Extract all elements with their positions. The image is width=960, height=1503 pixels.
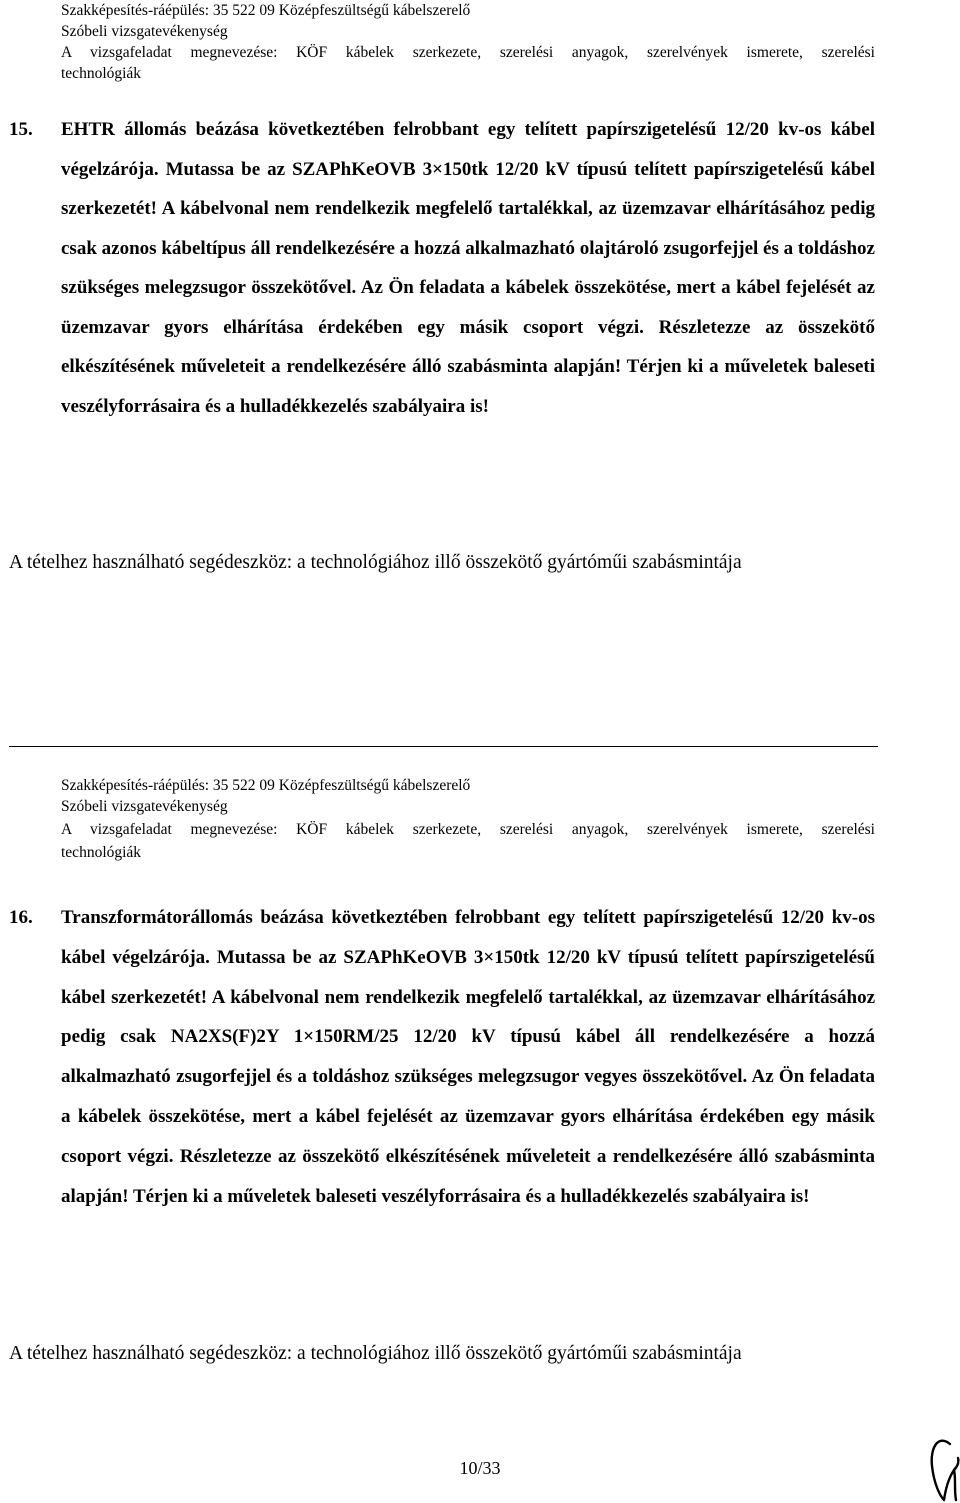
header-task-name-cont: technológiák: [61, 65, 142, 82]
header-qualification: Szakképesítés-ráépülés: 35 522 09 Középfeszültségű kábelszerelő: [61, 777, 471, 794]
header-qualification: Szakképesítés-ráépülés: 35 522 09 Középfeszültségű kábelszerelő: [61, 2, 471, 19]
question-16: [9, 898, 875, 1216]
page-number: 10/33: [459, 1458, 501, 1478]
tool-note-15: A tételhez használható segédeszköz: a technológiához illő összekötő gyártóműi szabásmintája: [9, 552, 742, 573]
question-number: 15.: [9, 119, 33, 140]
question-15: [9, 110, 875, 426]
question-text: Transzformátorállomás beázása következtében felrobbant egy telített papírszigetelésű 12/20 kv-os kábel végelzárója. Mutassa be az SZAPhKeOVB 3×150tk 12/20 kV típusú telített papírszigetelésű kábel szerkezetét! A kábelvonal nem rendelkezik megfelelő tartalékkal, az üzemzavar elhárításához pedig csak NA2XS(F)2Y 1×150RM/25 12/20 kV típusú kábel áll rendelkezésére a hozzá alkalmazható zsugorfejjel és a toldáshoz szükséges melegzsugor vegyes összekötővel. Az Ön feladata a kábelek összekötése, mert a kábel fejelését az üzemzavar gyors elhárítása érdekében egy másik csoport végzi. Részletezze az összekötő elkészítésének műveleteit a rendelkezésére álló szabásminta alapján! Térjen ki a műveletek baleseti veszélyforrásaira és a hulladékkezelés szabályaira is!: [61, 907, 875, 1207]
question-number: 16.: [9, 907, 33, 928]
question-text: EHTR állomás beázása következtében felrobbant egy telített papírszigetelésű 12/20 kv-os kábel végelzárója. Mutassa be az SZAPhKeOVB 3×150tk 12/20 kV típusú telített papírszigetelésű kábel szerkezetét! A kábelvonal nem rendelkezik megfelelő tartalékkal, az üzemzavar elhárításához pedig csak azonos kábeltípus áll rendelkezésére a hozzá alkalmazható olajtároló zsugorfejjel és a toldáshoz szükséges melegzsugor összekötővel. Az Ön feladata a kábelek összekötése, mert a kábel fejelését az üzemzavar gyors elhárítása érdekében egy másik csoport végzi. Részletezze az összekötő elkészítésének műveleteit a rendelkezésére álló szabásminta alapján! Térjen ki a műveletek baleseti veszélyforrásaira és a hulladékkezelés szabályaira is!: [61, 119, 875, 417]
header-exam-type: Szóbeli vizsgatevékenység: [61, 23, 228, 40]
header-task-name-cont: technológiák: [61, 844, 142, 861]
header-exam-type: Szóbeli vizsgatevékenység: [61, 798, 228, 815]
page-divider: [9, 746, 878, 747]
header-task-name: A vizsgafeladat megnevezése: KÖF kábelek szerkezete, szerelési anyagok, szerelvények ismerete, szerelési: [61, 44, 875, 61]
tool-note-16: A tételhez használható segédeszköz: a technológiához illő összekötő gyártóműi szabásmintája: [9, 1343, 742, 1364]
signature-mark: [920, 1426, 960, 1503]
header-task-name: A vizsgafeladat megnevezése: KÖF kábelek szerkezete, szerelési anyagok, szerelvények ismerete, szerelési: [61, 821, 875, 838]
